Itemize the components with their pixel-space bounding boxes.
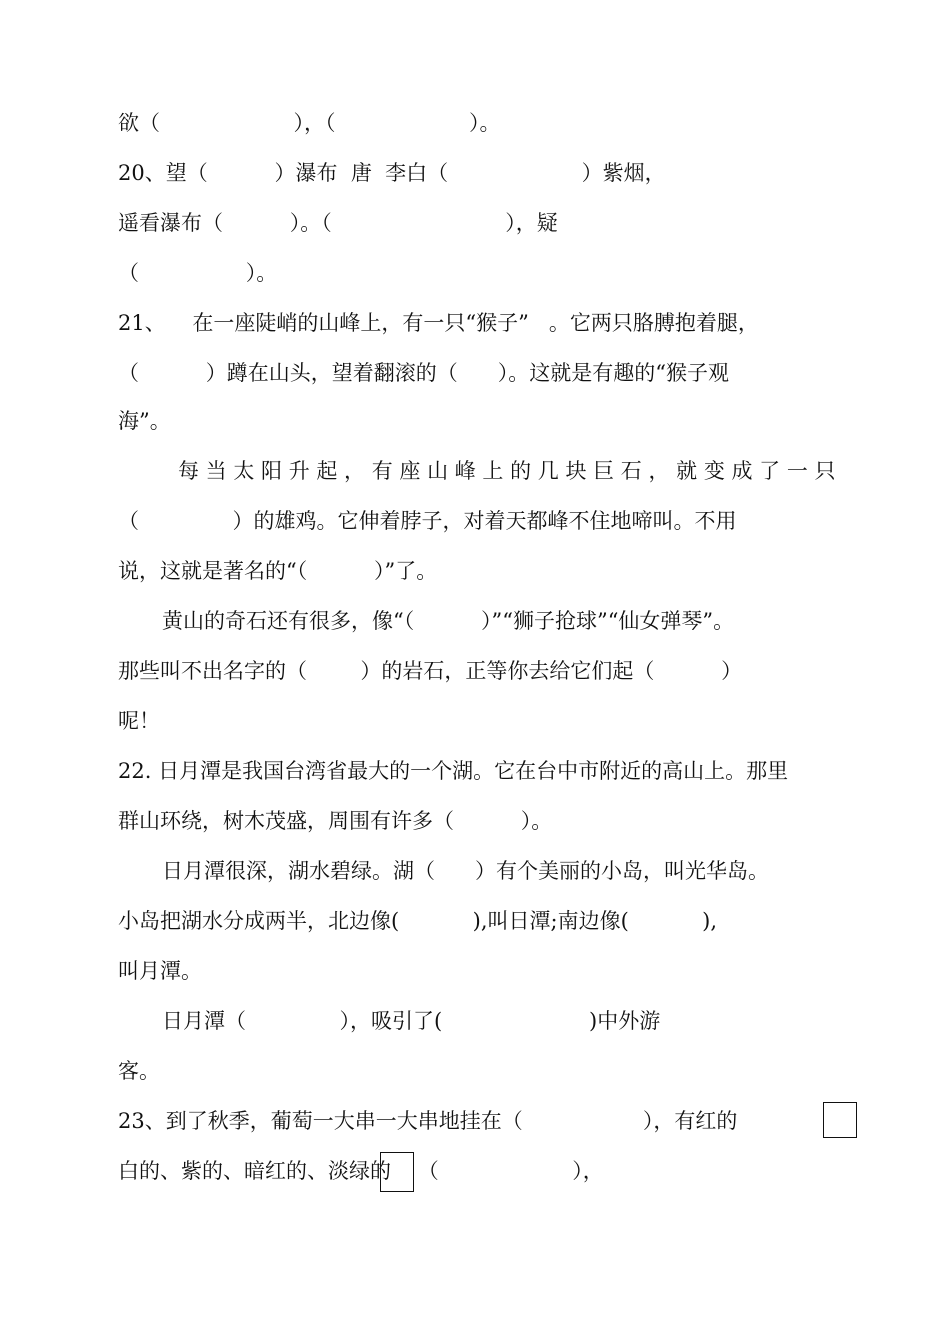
text-line-1: 欲（ ），（ ）。	[118, 111, 501, 135]
text-line-20: 客。	[118, 1059, 160, 1083]
text-line-15: 群山环绕，树木茂盛，周围有许多（ ）。	[118, 809, 553, 833]
text-line-8: 每 当 太 阳 升 起 ， 有 座 山 峰 上 的 几 块 巨 石 ， 就 变 成 了 一 只	[178, 459, 836, 483]
text-line-19: 日月潭（ ），吸引了( )中外游	[162, 1009, 661, 1033]
text-line-4: （ ）。	[118, 261, 278, 285]
text-line-5: 21、 在一座陡峭的山峰上，有一只“猴子” 。它两只胳膊抱着腿，	[118, 311, 759, 335]
text-line-18: 叫月潭。	[118, 959, 202, 983]
text-line-14: 22. 日月潭是我国台湾省最大的一个湖。它在台中市附近的高山上。那里	[118, 759, 789, 783]
text-line-13: 呢！	[118, 709, 160, 733]
text-line-21: 23、到了秋季，葡萄一大串一大串地挂在（ ），有红的	[118, 1109, 738, 1133]
answer-box	[380, 1152, 414, 1192]
text-line-17: 小岛把湖水分成两半，北边像( ),叫日潭;南边像( ),	[118, 909, 718, 933]
text-line-9: （ ）的雄鸡。它伸着脖子，对着天都峰不住地啼叫。不用	[118, 509, 737, 533]
text-line-2: 20、望（ ）瀑布 唐 李白（ ）紫烟，	[118, 161, 666, 185]
text-line-12: 那些叫不出名字的（ ）的岩石，正等你去给它们起（ ）	[118, 659, 743, 683]
text-line-22: 白的、紫的、暗红的、淡绿的 （ ），	[118, 1159, 604, 1183]
text-line-3: 遥看瀑布（ ）。（ ），疑	[118, 211, 558, 235]
text-line-11: 黄山的奇石还有很多，像“（ ）”“狮子抢球”“仙女弹琴”。	[162, 609, 735, 633]
answer-box	[823, 1102, 857, 1138]
text-line-6: （ ）蹲在山头，望着翻滚的（ ）。这就是有趣的“猴子观	[118, 361, 730, 385]
text-line-10: 说，这就是著名的“（ ）”了。	[118, 559, 438, 583]
text-line-7: 海”。	[118, 409, 171, 433]
text-line-16: 日月潭很深，湖水碧绿。湖（ ）有个美丽的小岛，叫光华岛。	[162, 859, 770, 883]
